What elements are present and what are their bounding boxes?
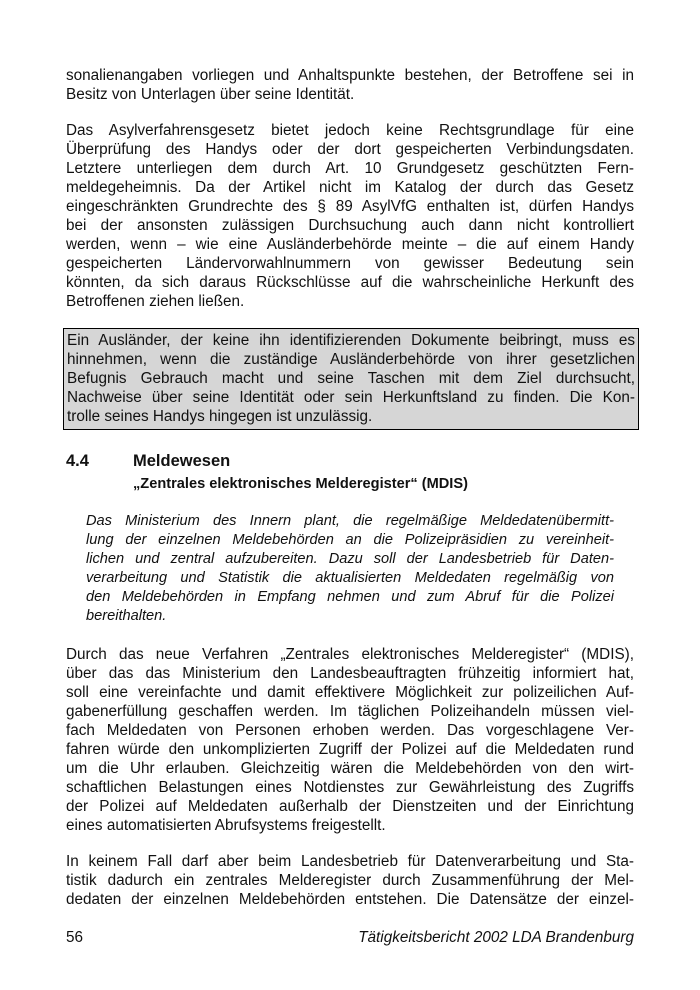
text-line: bei der ansonsten zulässigen Durchsuchung auch dann nicht kontrolliert (66, 217, 634, 234)
text-line: hinnehmen, wenn die zuständige Ausländerbehörde von ihrer gesetzlichen (67, 351, 635, 368)
text-line: gespeicherten Ländervorwahlnummern von gewisser Bedeutung sein (66, 255, 634, 272)
text-line: trolle seines Handys hingegen ist unzulässig. (67, 408, 373, 425)
text-line: Überprüfung des Handys oder der dort gespeicherten Verbindungsdaten. (66, 141, 634, 158)
text-line: der Polizei auf Meldedaten außerhalb der Dienstzeiten und der Einrichtung (66, 798, 634, 815)
text-line: verarbeitung und Statistik die aktualisierten Meldedaten regelmäßig von (86, 570, 614, 586)
text-line: dedaten der einzelnen Meldebehörden entstehen. Die Datensätze der einzel- (66, 891, 634, 908)
text-line: fach Meldedaten von Personen erhoben werden. Das vorgeschlagene Ver- (66, 722, 634, 739)
text-line: den Meldebehörden in Empfang nehmen und zum Abruf für die Polizei (86, 589, 614, 605)
text-line: Besitz von Unterlagen über seine Identität. (66, 86, 355, 103)
text-line: bereithalten. (86, 608, 167, 624)
intro-paragraph (66, 66, 634, 104)
text-line: sonalienangaben vorliegen und Anhaltspunkte bestehen, der Betroffene sei in (66, 67, 634, 84)
text-line: um die Uhr erlauben. Gleichzeitig wären die Meldebehörden von den wirt- (66, 760, 634, 777)
italic-summary (86, 512, 614, 626)
text-line: schaftlichen Belastungen eines Notdienstes zur Gewährleistung des Zugriffs (66, 779, 634, 796)
text-line: Befugnis Gebrauch macht und seine Taschen mit dem Ziel durchsucht, (67, 370, 635, 387)
text-line: Das Asylverfahrensgesetz bietet jedoch keine Rechtsgrundlage für eine (66, 122, 634, 139)
summary-box (63, 328, 639, 430)
section-heading (66, 450, 634, 474)
text-line: Ein Ausländer, der keine ihn identifizierenden Dokumente beibringt, muss es (67, 332, 635, 349)
text-line: Betroffenen ziehen ließen. (66, 293, 245, 310)
report-title: Tätigkeitsbericht 2002 LDA Brandenburg (358, 929, 634, 946)
text-line: Nachweise über seine Identität oder sein Herkunftsland zu finden. Die Kon- (67, 389, 635, 406)
section-number: 4.4 (66, 452, 89, 470)
paragraph-mdis (66, 645, 634, 835)
text-line: meldegeheimnis. Da der Artikel nicht im Katalog der durch das Gesetz (66, 179, 634, 196)
paragraph-landesbetrieb (66, 852, 634, 909)
text-line: über das das Ministerium den Landesbeauftragten frühzeitig informiert hat, (66, 665, 634, 682)
text-line: In keinem Fall darf aber beim Landesbetrieb für Datenverarbeitung und Sta- (66, 853, 634, 870)
text-line: werden, wenn – wie eine Ausländerbehörde meinte – die auf einem Handy (66, 236, 634, 253)
section-title: Meldewesen (133, 452, 231, 470)
text-line: eines automatisierten Abrufsystems freigestellt. (66, 817, 386, 834)
text-line: Das Ministerium des Innern plant, die regelmäßige Meldedatenübermitt- (86, 513, 614, 529)
text-line: Letztere unterliegen dem durch Art. 10 Grundgesetz geschützten Fern- (66, 160, 634, 177)
page-number: 56 (66, 929, 84, 946)
text-line: lichen und zentral aufzubereiten. Dazu soll der Landesbetrieb für Daten- (86, 551, 614, 567)
page-footer (66, 929, 634, 949)
text-line: fahren würde den unkomplizierten Zugriff der Polizei auf die Meldedaten rund (66, 741, 634, 758)
text-line: lung der einzelnen Meldebehörden an die Polizeipräsidien zu vereinheit- (86, 532, 614, 548)
page-body (66, 66, 634, 926)
text-line: soll eine vereinfachte und damit effektivere Möglichkeit zur polizeilichen Auf- (66, 684, 634, 701)
section-subtitle: „Zentrales elektronisches Melderegister“ (MDIS) (133, 476, 468, 492)
text-line: könnten, da sich daraus Rückschlüsse auf die wahrscheinliche Herkunft des (66, 274, 634, 291)
text-line: Durch das neue Verfahren „Zentrales elektronisches Melderegister“ (MDIS), (66, 646, 634, 663)
text-line: eingeschränkten Grundrechte des § 89 AsylVfG enthalten ist, dürfen Handys (66, 198, 634, 215)
paragraph-asylverfahrensgesetz (66, 121, 634, 311)
text-line: tistik dadurch ein zentrales Melderegister durch Zusammenführung der Mel- (66, 872, 634, 889)
text-line: gabenerfüllung geschaffen werden. Im täglichen Polizeihandeln müssen viel- (66, 703, 634, 720)
